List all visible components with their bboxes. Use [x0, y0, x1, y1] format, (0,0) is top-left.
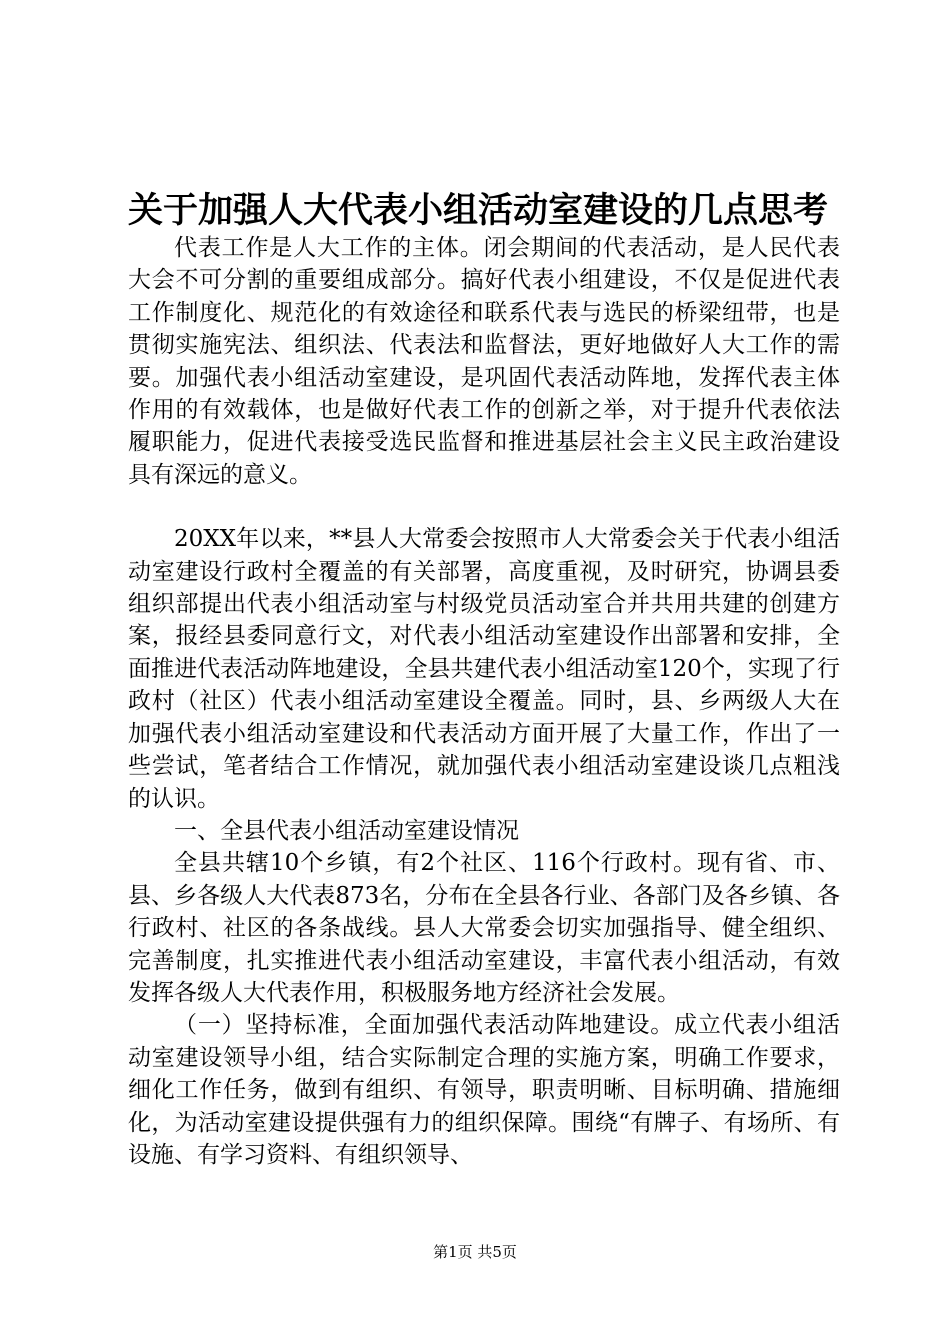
document-title: 关于加强人大代表小组活动室建设的几点思考	[128, 191, 829, 231]
document-body	[128, 232, 840, 1171]
paragraph-gap	[128, 491, 840, 523]
section-heading-1: 一、全县代表小组活动室建设情况	[174, 817, 519, 844]
paragraph-subsection-1: （一）坚持标准，全面加强代表活动阵地建设。成立代表小组活动室建设领导小组，结合实际制定合理的实施方案，明确工作要求，细化工作任务，做到有组织、有领导，职责明晰、目标明确、措施细化，为活动室建设提供强有力的组织保障。围绕“有牌子、有场所、有设施、有学习资料、有组织领导、	[128, 1012, 840, 1168]
paragraph-intro: 代表工作是人大工作的主体。闭会期间的代表活动，是人民代表大会不可分割的重要组成部分。搞好代表小组建设，不仅是促进代表工作制度化、规范化的有效途径和联系代表与选民的桥梁纽带，也是贯彻实施宪法、组织法、代表法和监督法，更好地做好人大工作的需要。加强代表小组活动室建设，是巩固代表活动阵地，发挥代表主体作用的有效载体，也是做好代表工作的创新之举，对于提升代表依法履职能力，促进代表接受选民监督和推进基层社会主义民主政治建设具有深远的意义。	[128, 235, 840, 488]
paragraph-overview: 全县共辖10个乡镇，有2个社区、116个行政村。现有省、市、县、乡各级人大代表873名，分布在全县各行业、各部门及各乡镇、各行政村、社区的各条战线。县人大常委会切实加强指导、健全组织、完善制度，扎实推进代表小组活动室建设，丰富代表小组活动，有效发挥各级人大代表作用，积极服务地方经济社会发展。	[128, 850, 840, 1006]
paragraph-background: 20XX年以来，**县人大常委会按照市人大常委会关于代表小组活动室建设行政村全覆盖的有关部署，高度重视，及时研究，协调县委组织部提出代表小组活动室与村级党员活动室合并共用共建的创建方案，报经县委同意行文，对代表小组活动室建设作出部署和安排，全面推进代表活动阵地建设，全县共建代表小组活动室120个，实现了行政村（社区）代表小组活动室建设全覆盖。同时，县、乡两级人大在加强代表小组活动室建设和代表活动方面开展了大量工作，作出了一些尝试，笔者结合工作情况，就加强代表小组活动室建设谈几点粗浅的认识。	[128, 526, 840, 812]
page-footer: 第1页 共5页	[433, 1243, 517, 1261]
